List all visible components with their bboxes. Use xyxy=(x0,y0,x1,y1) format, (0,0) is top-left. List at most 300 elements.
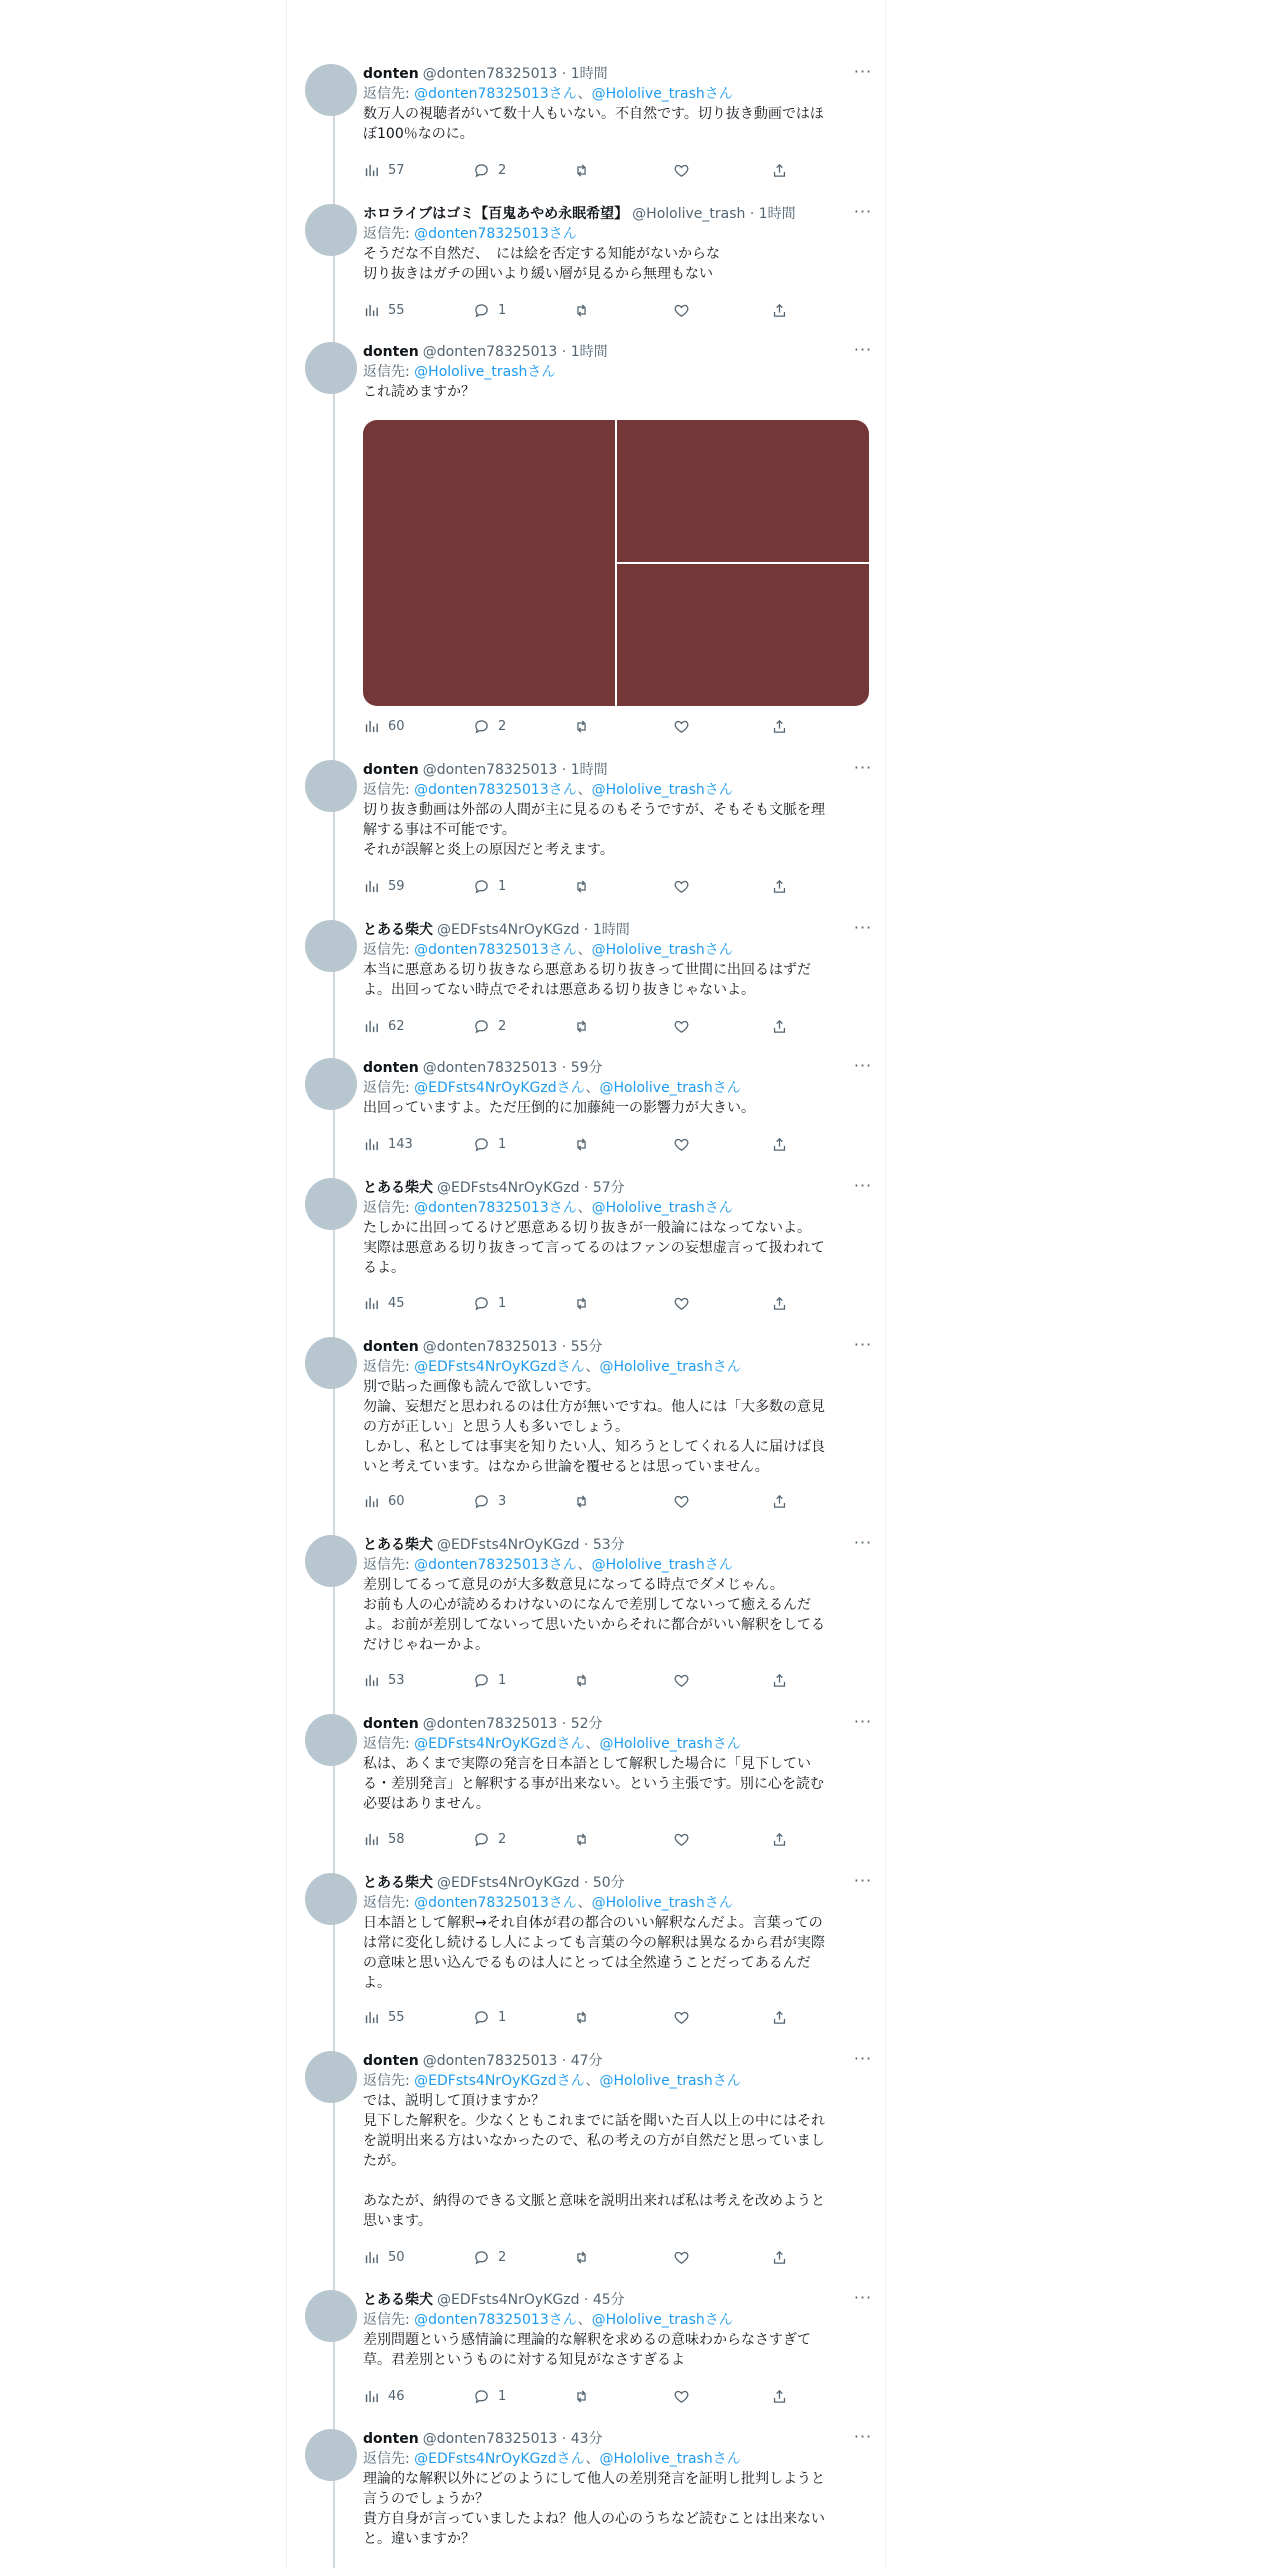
tweet-text-line: 理論的な解釈以外にどのようにして他人の差別発言を証明し批判しようと xyxy=(363,2471,825,2487)
reply-to-line xyxy=(363,362,869,382)
like-button[interactable] xyxy=(673,1293,690,1313)
retweet-icon xyxy=(573,878,590,895)
reply-button[interactable] xyxy=(473,2386,506,2406)
retweet-icon xyxy=(573,2388,590,2405)
avatar[interactable] xyxy=(305,920,357,972)
action-count: 1 xyxy=(498,2009,507,2025)
separator-dot: · xyxy=(579,1537,593,1553)
like-button[interactable] xyxy=(673,2386,690,2406)
user-handle[interactable]: @Hololive_trash xyxy=(632,206,746,222)
retweet-icon xyxy=(573,1295,590,1312)
mention-separator: 、 xyxy=(577,2312,592,2328)
user-handle[interactable]: @donten78325013 xyxy=(422,344,558,360)
timestamp[interactable]: 53分 xyxy=(592,1537,625,1553)
mention-link[interactable]: @Hololive_trashさん xyxy=(599,1736,741,1752)
user-handle[interactable]: @donten78325013 xyxy=(422,762,558,778)
reply-icon xyxy=(473,878,490,895)
avatar[interactable] xyxy=(305,1178,357,1230)
action-bar xyxy=(363,1293,783,1313)
reply-icon xyxy=(473,302,490,319)
tweet-text-line: 草。君差別というものに対する知見がなさすぎるよ xyxy=(363,2352,685,2368)
share-button[interactable] xyxy=(771,1134,788,1154)
action-count: 1 xyxy=(498,302,507,318)
mention-separator: 、 xyxy=(585,1359,600,1375)
reply-to-line xyxy=(363,1078,869,1098)
avatar[interactable] xyxy=(305,2429,357,2481)
tweet-text-line: 思います。 xyxy=(363,2213,432,2229)
display-name[interactable]: donten xyxy=(363,1060,419,1076)
mention-link[interactable]: @EDFsts4NrOyKGzdさん xyxy=(414,2451,586,2467)
like-button[interactable] xyxy=(673,2247,690,2267)
views-button[interactable] xyxy=(363,300,405,320)
share-button[interactable] xyxy=(771,1829,788,1849)
display-name[interactable]: donten xyxy=(363,2053,419,2069)
mention-link[interactable]: @Hololive_trashさん xyxy=(599,1080,741,1096)
share-button[interactable] xyxy=(771,160,788,180)
more-options-icon[interactable]: ··· xyxy=(853,202,873,221)
like-icon xyxy=(673,2009,690,2026)
tweet-text-line: を説明出来る方はいなかったので、私の考えの方が自然だと思っていまし xyxy=(363,2133,825,2149)
action-count: 3 xyxy=(498,1493,507,1509)
mention-separator: 、 xyxy=(585,2451,600,2467)
like-button[interactable] xyxy=(673,1829,690,1849)
tweet-text-line: あなたが、納得のできる文脈と意味を説明出来れば私は考えを改めようと xyxy=(363,2193,825,2209)
tweet-text-line: いと考えています。はなから世論を覆せるとは思っていません。 xyxy=(363,1459,769,1475)
user-handle[interactable]: @donten78325013 xyxy=(422,1716,558,1732)
timestamp[interactable]: 47分 xyxy=(570,2053,603,2069)
retweet-button[interactable] xyxy=(573,716,590,736)
like-button[interactable] xyxy=(673,1134,690,1154)
views-icon xyxy=(363,2249,380,2266)
like-button[interactable] xyxy=(673,1670,690,1690)
share-button[interactable] xyxy=(771,1293,788,1313)
mention-link[interactable]: @Hololive_trashさん xyxy=(591,1895,733,1911)
more-options-icon[interactable]: ··· xyxy=(853,1176,873,1195)
mention-separator: 、 xyxy=(585,1736,600,1752)
views-button[interactable] xyxy=(363,1016,405,1036)
retweet-button[interactable] xyxy=(573,1293,590,1313)
user-handle[interactable]: @EDFsts4NrOyKGzd xyxy=(437,2292,580,2308)
action-count: 45 xyxy=(388,1295,405,1311)
mention-link[interactable]: @donten78325013さん xyxy=(414,226,577,242)
user-handle[interactable]: @donten78325013 xyxy=(422,1060,558,1076)
action-count: 46 xyxy=(388,2388,405,2404)
display-name[interactable]: donten xyxy=(363,1716,419,1732)
share-icon xyxy=(771,162,788,179)
views-icon xyxy=(363,2388,380,2405)
timestamp[interactable]: 55分 xyxy=(570,1339,603,1355)
share-button[interactable] xyxy=(771,876,788,896)
action-count: 1 xyxy=(498,878,507,894)
views-icon xyxy=(363,1018,380,1035)
mention-link[interactable]: @donten78325013さん xyxy=(414,1895,578,1911)
mention-link[interactable]: @Hololive_trashさん xyxy=(599,2451,741,2467)
tweet-text-line: よ。出回ってない時点でそれは悪意ある切り抜きじゃないよ。 xyxy=(363,982,755,998)
separator-dot: · xyxy=(745,206,759,222)
display-name[interactable]: donten xyxy=(363,762,419,778)
mention-link[interactable]: @donten78325013さん xyxy=(414,782,578,798)
share-icon xyxy=(771,1018,788,1035)
share-icon xyxy=(771,1831,788,1848)
reply-to-line xyxy=(363,1198,869,1218)
timestamp[interactable]: 1時間 xyxy=(570,344,608,360)
views-icon xyxy=(363,878,380,895)
reply-to-label: 返信先: xyxy=(363,2451,410,2467)
mention-link[interactable]: @donten78325013さん xyxy=(414,1200,578,1216)
tweet-text-line: 勿論、妄想だと思われるのは仕方が無いですね。他人には「大多数の意見 xyxy=(363,1399,825,1415)
attached-image[interactable] xyxy=(617,420,869,562)
tweet-text-line: 切り抜きはガチの囲いより緩い層が見るから無理もない xyxy=(363,266,713,282)
mention-link[interactable]: @Hololive_trashさん xyxy=(599,1359,741,1375)
views-button[interactable] xyxy=(363,160,405,180)
user-handle[interactable]: @EDFsts4NrOyKGzd xyxy=(437,1537,580,1553)
separator-dot: · xyxy=(579,1180,593,1196)
reply-to-line xyxy=(363,1893,869,1913)
tweet-header xyxy=(363,202,873,224)
timestamp[interactable]: 50分 xyxy=(592,1875,625,1891)
display-name[interactable]: とある柴犬 xyxy=(363,1180,433,1196)
tweet-text-line: それが誤解と炎上の原因だと考えます。 xyxy=(363,842,614,858)
avatar[interactable] xyxy=(305,1058,357,1110)
tweet-text-line: と。違いますか？ xyxy=(363,2531,475,2547)
retweet-button[interactable] xyxy=(573,1670,590,1690)
reply-icon xyxy=(473,2249,490,2266)
timeline-column xyxy=(286,0,886,2568)
retweet-icon xyxy=(573,302,590,319)
timestamp[interactable]: 52分 xyxy=(570,1716,603,1732)
action-bar xyxy=(363,1491,783,1511)
reply-button[interactable] xyxy=(473,2247,506,2267)
reply-to-label: 返信先: xyxy=(363,2073,410,2089)
tweet-text-line: 差別してるって意見のが大多数意見になってる時点でダメじゃん。 xyxy=(363,1577,784,1593)
timestamp[interactable]: 57分 xyxy=(592,1180,625,1196)
action-count: 59 xyxy=(388,878,405,894)
action-count: 1 xyxy=(498,2388,507,2404)
avatar[interactable] xyxy=(305,1873,357,1925)
attached-image[interactable] xyxy=(617,564,869,706)
tweet-header xyxy=(363,2288,873,2310)
action-count: 143 xyxy=(388,1136,413,1152)
share-button[interactable] xyxy=(771,1491,788,1511)
views-button[interactable] xyxy=(363,2386,405,2406)
views-button[interactable] xyxy=(363,2007,405,2027)
timestamp[interactable]: 59分 xyxy=(570,1060,603,1076)
more-options-icon[interactable]: ··· xyxy=(853,1056,873,1075)
tweet-text-line: る・差別発言」と解釈する事が出来ない。という主張です。別に心を読む xyxy=(363,1776,824,1792)
mention-link[interactable]: @Hololive_trashさん xyxy=(591,86,733,102)
reply-button[interactable] xyxy=(473,876,506,896)
mention-link[interactable]: @donten78325013さん xyxy=(414,86,578,102)
mention-link[interactable]: @EDFsts4NrOyKGzdさん xyxy=(414,1359,586,1375)
mention-separator: 、 xyxy=(577,1200,592,1216)
tweet-header xyxy=(363,1712,873,1734)
tweet-header xyxy=(363,758,873,780)
attached-image[interactable] xyxy=(363,420,615,706)
timestamp[interactable]: 1時間 xyxy=(758,206,796,222)
share-button[interactable] xyxy=(771,2007,788,2027)
action-count: 1 xyxy=(498,1295,507,1311)
display-name[interactable]: とある柴犬 xyxy=(363,1875,433,1891)
retweet-icon xyxy=(573,1018,590,1035)
tweet-text-line: たしかに出回ってるけど悪意ある切り抜きが一般論にはなってないよ。 xyxy=(363,1220,811,1236)
mention-link[interactable]: @EDFsts4NrOyKGzdさん xyxy=(414,1736,586,1752)
views-button[interactable] xyxy=(363,1491,405,1511)
reply-button[interactable] xyxy=(473,300,506,320)
reply-button[interactable] xyxy=(473,1016,506,1036)
tweet-text-line: では、説明して頂けますか？ xyxy=(363,2093,545,2109)
more-options-icon[interactable]: ··· xyxy=(853,2049,873,2068)
reply-icon xyxy=(473,2388,490,2405)
share-icon xyxy=(771,878,788,895)
avatar[interactable] xyxy=(305,1714,357,1766)
action-bar xyxy=(363,1134,783,1154)
views-icon xyxy=(363,1295,380,1312)
tweet-body xyxy=(363,758,873,860)
reply-button[interactable] xyxy=(473,1670,506,1690)
share-icon xyxy=(771,1136,788,1153)
retweet-button[interactable] xyxy=(573,160,590,180)
user-handle[interactable]: @EDFsts4NrOyKGzd xyxy=(437,922,580,938)
reply-button[interactable] xyxy=(473,1491,506,1511)
retweet-button[interactable] xyxy=(573,2247,590,2267)
views-button[interactable] xyxy=(363,1670,405,1690)
share-icon xyxy=(771,302,788,319)
share-button[interactable] xyxy=(771,1670,788,1690)
tweet-text-line: お前も人の心が読めるわけないのになんで差別してないって癒えるんだ xyxy=(363,1597,811,1613)
like-icon xyxy=(673,1018,690,1035)
views-button[interactable] xyxy=(363,716,405,736)
tweet-body xyxy=(363,1056,873,1118)
separator-dot: · xyxy=(557,66,571,82)
share-button[interactable] xyxy=(771,2386,788,2406)
display-name[interactable]: donten xyxy=(363,1339,419,1355)
action-bar xyxy=(363,1829,783,1849)
reply-icon xyxy=(473,162,490,179)
avatar[interactable] xyxy=(305,760,357,812)
reply-button[interactable] xyxy=(473,1134,506,1154)
mention-separator: 、 xyxy=(577,86,592,102)
more-options-icon[interactable]: ··· xyxy=(853,2427,873,2446)
more-options-icon[interactable]: ··· xyxy=(853,1533,873,1552)
retweet-button[interactable] xyxy=(573,1829,590,1849)
reply-to-label: 返信先: xyxy=(363,1736,410,1752)
like-icon xyxy=(673,718,690,735)
tweet-header xyxy=(363,2049,873,2071)
tweet-body xyxy=(363,202,873,284)
avatar[interactable] xyxy=(305,2290,357,2342)
like-button[interactable] xyxy=(673,1016,690,1036)
views-icon xyxy=(363,718,380,735)
share-button[interactable] xyxy=(771,300,788,320)
tweet-header xyxy=(363,1176,873,1198)
like-icon xyxy=(673,1831,690,1848)
user-handle[interactable]: @EDFsts4NrOyKGzd xyxy=(437,1875,580,1891)
like-button[interactable] xyxy=(673,2007,690,2027)
separator-dot: · xyxy=(579,1875,593,1891)
retweet-icon xyxy=(573,1672,590,1689)
tweet-text-line: 実際は悪意ある切り抜きって言ってるのはファンの妄想虚言って扱われて xyxy=(363,1240,825,1256)
share-icon xyxy=(771,2388,788,2405)
share-icon xyxy=(771,2249,788,2266)
reply-button[interactable] xyxy=(473,716,506,736)
tweet-body xyxy=(363,2288,873,2370)
reply-button[interactable] xyxy=(473,1829,506,1849)
tweet-header xyxy=(363,62,873,84)
reply-to-line xyxy=(363,2449,869,2469)
more-options-icon[interactable]: ··· xyxy=(853,1335,873,1354)
retweet-button[interactable] xyxy=(573,1491,590,1511)
more-options-icon[interactable]: ··· xyxy=(853,340,873,359)
tweet-text-line: 私は、あくまで実際の発言を日本語として解釈した場合に「見下してい xyxy=(363,1756,811,1772)
action-count: 2 xyxy=(498,718,507,734)
retweet-button[interactable] xyxy=(573,300,590,320)
display-name[interactable]: donten xyxy=(363,344,419,360)
tweet-header xyxy=(363,1056,873,1078)
like-icon xyxy=(673,302,690,319)
retweet-icon xyxy=(573,1136,590,1153)
avatar[interactable] xyxy=(305,2051,357,2103)
retweet-button[interactable] xyxy=(573,1016,590,1036)
views-button[interactable] xyxy=(363,1134,413,1154)
timestamp[interactable]: 45分 xyxy=(592,2292,625,2308)
timestamp[interactable]: 1時間 xyxy=(570,66,608,82)
mention-link[interactable]: @Hololive_trashさん xyxy=(591,782,733,798)
avatar[interactable] xyxy=(305,342,357,394)
more-options-icon[interactable]: ··· xyxy=(853,758,873,777)
tweet-text-line: 日本語として解釈→それ自体が君の都合のいい解釈なんだよ。言葉っての xyxy=(363,1915,823,1931)
user-handle[interactable]: @EDFsts4NrOyKGzd xyxy=(437,1180,580,1196)
more-options-icon[interactable]: ··· xyxy=(853,62,873,81)
views-button[interactable] xyxy=(363,2247,405,2267)
tweet-text-line: 必要はありません。 xyxy=(363,1796,490,1812)
tweet-text-line: これ読めますか？ xyxy=(363,384,475,400)
tweet-text-line: ぼ100％なのに。 xyxy=(363,126,474,142)
action-count: 2 xyxy=(498,2249,507,2265)
views-button[interactable] xyxy=(363,876,405,896)
like-button[interactable] xyxy=(673,300,690,320)
tweet-body xyxy=(363,340,873,402)
retweet-icon xyxy=(573,2249,590,2266)
display-name[interactable]: とある柴犬 xyxy=(363,922,433,938)
mention-link[interactable]: @Hololive_trashさん xyxy=(599,2073,741,2089)
like-button[interactable] xyxy=(673,160,690,180)
views-button[interactable] xyxy=(363,1293,405,1313)
tweet-body xyxy=(363,1533,873,1655)
mention-link[interactable]: @Hololive_trashさん xyxy=(414,364,556,380)
tweet-body xyxy=(363,918,873,1000)
reply-to-label: 返信先: xyxy=(363,782,410,798)
display-name[interactable]: donten xyxy=(363,66,419,82)
reply-button[interactable] xyxy=(473,1293,506,1313)
retweet-icon xyxy=(573,718,590,735)
timestamp[interactable]: 1時間 xyxy=(570,762,608,778)
display-name[interactable]: とある柴犬 xyxy=(363,1537,433,1553)
tweet-text-line: 別で貼った画像も読んで欲しいです。 xyxy=(363,1379,600,1395)
retweet-button[interactable] xyxy=(573,2007,590,2027)
separator-dot: · xyxy=(557,1716,571,1732)
image-grid[interactable] xyxy=(363,420,869,706)
action-count: 55 xyxy=(388,302,405,318)
like-icon xyxy=(673,878,690,895)
share-button[interactable] xyxy=(771,2247,788,2267)
separator-dot: · xyxy=(557,1339,571,1355)
like-icon xyxy=(673,2388,690,2405)
user-handle[interactable]: @donten78325013 xyxy=(422,1339,558,1355)
action-count: 2 xyxy=(498,162,507,178)
timestamp[interactable]: 1時間 xyxy=(592,922,630,938)
avatar[interactable] xyxy=(305,1535,357,1587)
views-button[interactable] xyxy=(363,1829,405,1849)
like-button[interactable] xyxy=(673,716,690,736)
mention-link[interactable]: @Hololive_trashさん xyxy=(591,1557,733,1573)
more-options-icon[interactable]: ··· xyxy=(853,1871,873,1890)
share-button[interactable] xyxy=(771,1016,788,1036)
retweet-button[interactable] xyxy=(573,876,590,896)
mention-link[interactable]: @EDFsts4NrOyKGzdさん xyxy=(414,1080,586,1096)
reply-button[interactable] xyxy=(473,160,506,180)
more-options-icon[interactable]: ··· xyxy=(853,1712,873,1731)
mention-separator: 、 xyxy=(577,782,592,798)
mention-link[interactable]: @EDFsts4NrOyKGzdさん xyxy=(414,2073,586,2089)
mention-link[interactable]: @donten78325013さん xyxy=(414,942,578,958)
action-count: 1 xyxy=(498,1672,507,1688)
reply-to-line xyxy=(363,1357,869,1377)
reply-to-label: 返信先: xyxy=(363,2312,410,2328)
tweet-text-line: の方が正しい」と思う人も多いでしょう。 xyxy=(363,1419,629,1435)
reply-button[interactable] xyxy=(473,2007,506,2027)
reply-to-line xyxy=(363,2071,869,2091)
like-icon xyxy=(673,2249,690,2266)
tweet-text-line: の意味と思い込んでるものは人にとっては全然違うことだってあるんだ xyxy=(363,1955,811,1971)
share-button[interactable] xyxy=(771,716,788,736)
avatar[interactable] xyxy=(305,204,357,256)
separator-dot: · xyxy=(557,2053,571,2069)
timestamp[interactable]: 43分 xyxy=(570,2431,603,2447)
user-handle[interactable]: @donten78325013 xyxy=(422,2053,558,2069)
reply-to-line xyxy=(363,1734,869,1754)
action-count: 2 xyxy=(498,1018,507,1034)
mention-link[interactable]: @donten78325013さん xyxy=(414,1557,578,1573)
tweet-text-line: 見下した解釈を。少なくともこれまでに話を聞いた百人以上の中にはそれ xyxy=(363,2113,825,2129)
reply-to-label: 返信先: xyxy=(363,1557,410,1573)
separator-dot: · xyxy=(579,2292,593,2308)
avatar[interactable] xyxy=(305,64,357,116)
user-handle[interactable]: @donten78325013 xyxy=(422,66,558,82)
reply-to-label: 返信先: xyxy=(363,1359,410,1375)
views-icon xyxy=(363,1136,380,1153)
mention-link[interactable]: @Hololive_trashさん xyxy=(591,942,733,958)
retweet-button[interactable] xyxy=(573,2386,590,2406)
retweet-button[interactable] xyxy=(573,1134,590,1154)
more-options-icon[interactable]: ··· xyxy=(853,2288,873,2307)
mention-link[interactable]: @Hololive_trashさん xyxy=(591,1200,733,1216)
mention-link[interactable]: @Hololive_trashさん xyxy=(591,2312,733,2328)
like-button[interactable] xyxy=(673,1491,690,1511)
more-options-icon[interactable]: ··· xyxy=(853,918,873,937)
like-button[interactable] xyxy=(673,876,690,896)
share-icon xyxy=(771,718,788,735)
tweet-text-line: 切り抜き動画は外部の人間が主に見るのもそうですが、そもそも文脈を理 xyxy=(363,802,825,818)
display-name[interactable]: ホロライブはゴミ【百鬼あやめ永眠希望】 xyxy=(363,206,629,222)
display-name[interactable]: とある柴犬 xyxy=(363,2292,433,2308)
avatar[interactable] xyxy=(305,1337,357,1389)
reply-icon xyxy=(473,1136,490,1153)
reply-icon xyxy=(473,1018,490,1035)
mention-link[interactable]: @donten78325013さん xyxy=(414,2312,578,2328)
reply-icon xyxy=(473,718,490,735)
user-handle[interactable]: @donten78325013 xyxy=(422,2431,558,2447)
display-name[interactable]: donten xyxy=(363,2431,419,2447)
